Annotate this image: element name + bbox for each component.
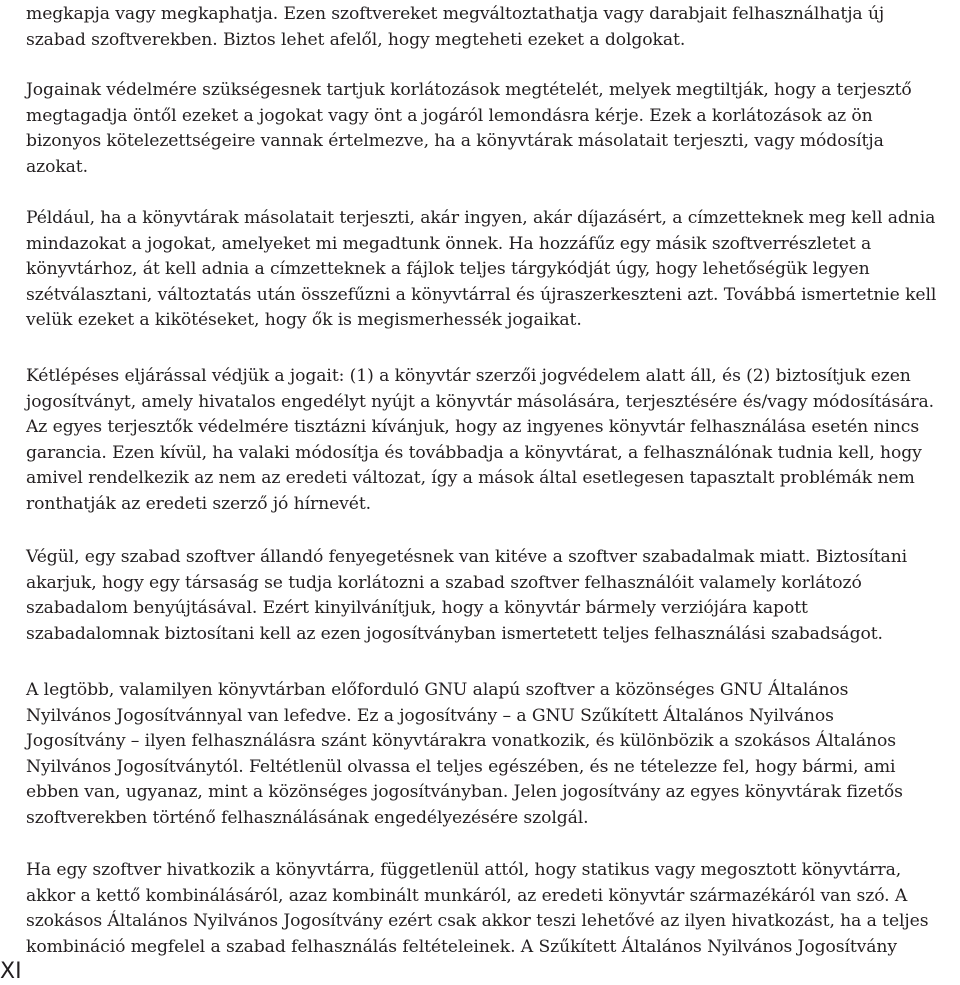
paragraph-5 [26,545,956,647]
text-line: Ha egy szoftver hivatkozik a könyvtárra, függetlenül attól, hogy statikus vagy megosztott könyvtárra, [26,860,902,880]
text-line: Kétlépéses eljárással védjük a jogait: (1) a könyvtár szerzői jogvédelem alatt áll, és (2) biztosítjuk ezen [26,366,911,386]
text-line: megtagadja öntől ezeket a jogokat vagy önt a jogáról lemondásra kérje. Ezek a korlátozások az ön [26,105,873,126]
text-line: Végül, egy szabad szoftver állandó fenyegetésnek van kitéve a szoftver szabadalmak miatt. Biztosítani [26,547,908,567]
text-line: akarjuk, hogy egy társaság se tudja korlátozni a szabad szoftver felhasználóit valamely korlátozó [26,572,862,593]
text-line: szoftverekben történő felhasználásának engedélyezésére szolgál. [26,807,589,828]
text-line: mindazokat a jogokat, amelyeket mi megadtunk önnek. Ha hozzáfűz egy másik szoftverrészletet a [26,233,872,254]
page-number: XI [0,959,22,984]
text-line: Az egyes terjesztők védelmére tisztázni kívánjuk, hogy az ingyenes könyvtár felhasználása esetén nincs [26,417,920,437]
text-line: bizonyos kötelezettségeire vannak értelmezve, ha a könyvtárak másolatait terjeszti, vagy módosítja [26,131,884,151]
text-line: garancia. Ezen kívül, ha valaki módosítja és továbbadja a könyvtárat, a felhasználónak tudnia kell, hogy [26,442,922,463]
paragraph-7 [26,858,956,960]
text-line: Jogosítvány – ilyen felhasználásra szánt könyvtárakra vonatkozik, és különbözik a szokásos Általános [26,731,896,751]
paragraph-6 [26,678,956,831]
text-line: A legtöbb, valamilyen könyvtárban előforduló GNU alapú szoftver a közönséges GNU Általános [26,680,849,700]
text-line: Például, ha a könyvtárak másolatait terjeszti, akár ingyen, akár díjazásért, a címzetteknek meg kell adnia [26,208,936,228]
paragraph-1 [26,2,956,53]
text-line: szokásos Általános Nyilvános Jogosítvány ezért csak akkor teszi lehetővé az ilyen hivatkozást, ha a teljes [26,911,929,931]
text-line: jogosítványt, amely hivatalos engedélyt nyújt a könyvtár másolására, terjesztésére és/vagy módosítására. [26,391,935,412]
text-line: megkapja vagy megkaphatja. Ezen szoftvereket megváltoztathatja vagy darabjait felhasználhatja új [26,4,885,24]
text-line: Nyilvános Jogosítvánnyal van lefedve. Ez a jogosítvány – a GNU Szűkített Általános Nyilvános [26,705,834,726]
paragraph-2 [26,78,956,180]
text-line: amivel rendelkezik az nem az eredeti változat, így a mások által esetlegesen tapasztalt problémák nem [26,468,915,488]
text-line: szabadalom benyújtásával. Ezért kinyilvánítjuk, hogy a könyvtár bármely verziójára kapott [26,598,808,618]
text-line: Nyilvános Jogosítványtól. Feltétlenül olvassa el teljes egészében, és ne tételezze fel, hogy bármi, ami [26,756,896,777]
paragraph-3 [26,206,956,334]
paragraph-4 [26,364,956,517]
text-line: szétválasztani, változtatás után összefűzni a könyvtárral és újraszerkeszteni azt. Továbbá ismertetnie kell [26,284,937,305]
text-line: szabad szoftverekben. Biztos lehet afelől, hogy megteheti ezeket a dolgokat. [26,29,686,50]
text-line: ebben van, ugyanaz, mint a közönséges jogosítványban. Jelen jogosítvány az egyes könyvtárak fizetős [26,782,903,802]
text-line: Jogainak védelmére szükségesnek tartjuk korlátozások megtételét, melyek megtiltják, hogy a terjesztő [26,80,912,100]
text-line: ronthatják az eredeti szerző jó hírnevét. [26,493,372,514]
text-line: szabadalomnak biztosítani kell az ezen jogosítványban ismertetett teljes felhasználási szabadságot. [26,623,883,644]
text-line: akkor a kettő kombinálásáról, azaz kombinált munkáról, az eredeti könyvtár származékáról van szó. A [26,885,908,906]
text-line: könyvtárhoz, át kell adnia a címzetteknek a fájlok teljes tárgykódját úgy, hogy lehetőségük legyen [26,259,870,279]
text-line: kombináció megfelel a szabad felhasználás feltételeinek. A Szűkített Általános Nyilvános Jogosítvány [26,936,897,957]
text-line: velük ezeket a kikötéseket, hogy ők is megismerhessék jogaikat. [26,310,582,330]
text-line: azokat. [26,156,88,177]
